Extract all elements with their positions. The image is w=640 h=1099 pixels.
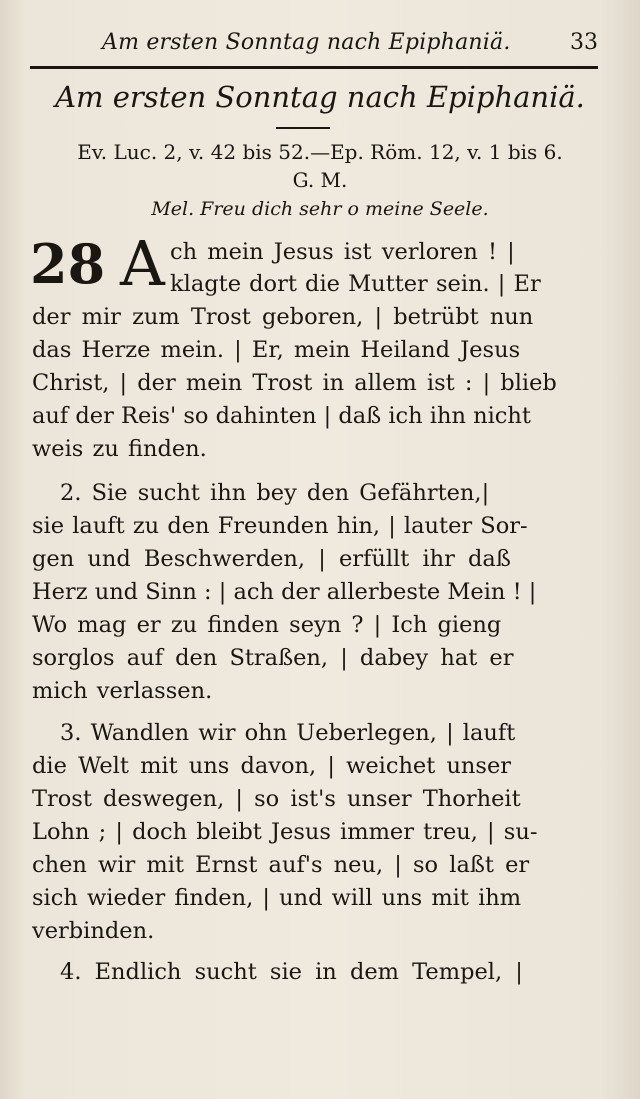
hymn-line: Trost deswegen, | so ist's unser Thorheit xyxy=(32,786,521,812)
hymn-line: Lohn ; | doch bleibt Jesus immer treu, | su- xyxy=(32,819,538,845)
header-rule xyxy=(30,66,598,69)
hymn-line: klagte dort die Mutter sein. | Er xyxy=(170,271,541,297)
running-head-title: Am ersten Sonntag nach Epiphaniä. xyxy=(102,30,511,55)
hymn-line: weis zu finden. xyxy=(32,436,207,462)
hymn-line: sorglos auf den Straßen, | dabey hat er xyxy=(32,645,514,671)
page-number: 33 xyxy=(570,30,598,55)
hymn-line: 4. Endlich sucht sie in dem Tempel, | xyxy=(60,959,523,985)
hymn-line: der mir zum Trost geboren, | betrübt nun xyxy=(32,304,534,330)
section-title: Am ersten Sonntag nach Epiphaniä. xyxy=(55,80,585,114)
scripture-reading: Ev. Luc. 2, v. 42 bis 52.—Ep. Röm. 12, v. 1 bis 6. xyxy=(77,140,563,164)
hymn-line: mich verlassen. xyxy=(32,678,213,704)
hymn-line: chen wir mit Ernst auf's neu, | so laßt er xyxy=(32,852,530,878)
hymn-line: 2. Sie sucht ihn bey den Gefährten,| xyxy=(60,480,490,506)
title-rule xyxy=(276,127,330,129)
reading-note: G. M. xyxy=(292,168,348,192)
hymn-line: sich wieder finden, | und will uns mit ihm xyxy=(32,885,522,911)
hymn-line: 3. Wandlen wir ohn Ueberlegen, | lauft xyxy=(60,720,516,746)
hymn-line: Christ, | der mein Trost in allem ist : | blieb xyxy=(32,370,557,396)
hymn-line: gen und Beschwerden, | erfüllt ihr daß xyxy=(32,546,511,572)
hymn-line: Wo mag er zu finden seyn ? | Ich gieng xyxy=(32,612,502,638)
hymn-line: das Herze mein. | Er, mein Heiland Jesus xyxy=(32,337,521,363)
hymn-line: ch mein Jesus ist verloren ! | xyxy=(170,239,515,265)
drop-cap: A xyxy=(120,227,165,300)
hymn-number: 28 xyxy=(30,232,106,296)
hymn-line: verbinden. xyxy=(32,918,155,944)
hymn-line: Herz und Sinn : | ach der allerbeste Mein ! | xyxy=(32,579,537,605)
hymn-line: die Welt mit uns davon, | weichet unser xyxy=(32,753,512,779)
melody-note: Mel. Freu dich sehr o meine Seele. xyxy=(151,198,489,220)
hymn-line: auf der Reis' so dahinten | daß ich ihn nicht xyxy=(32,403,531,429)
running-head xyxy=(32,28,598,62)
hymn-line: sie lauft zu den Freunden hin, | lauter Sor- xyxy=(32,513,528,539)
